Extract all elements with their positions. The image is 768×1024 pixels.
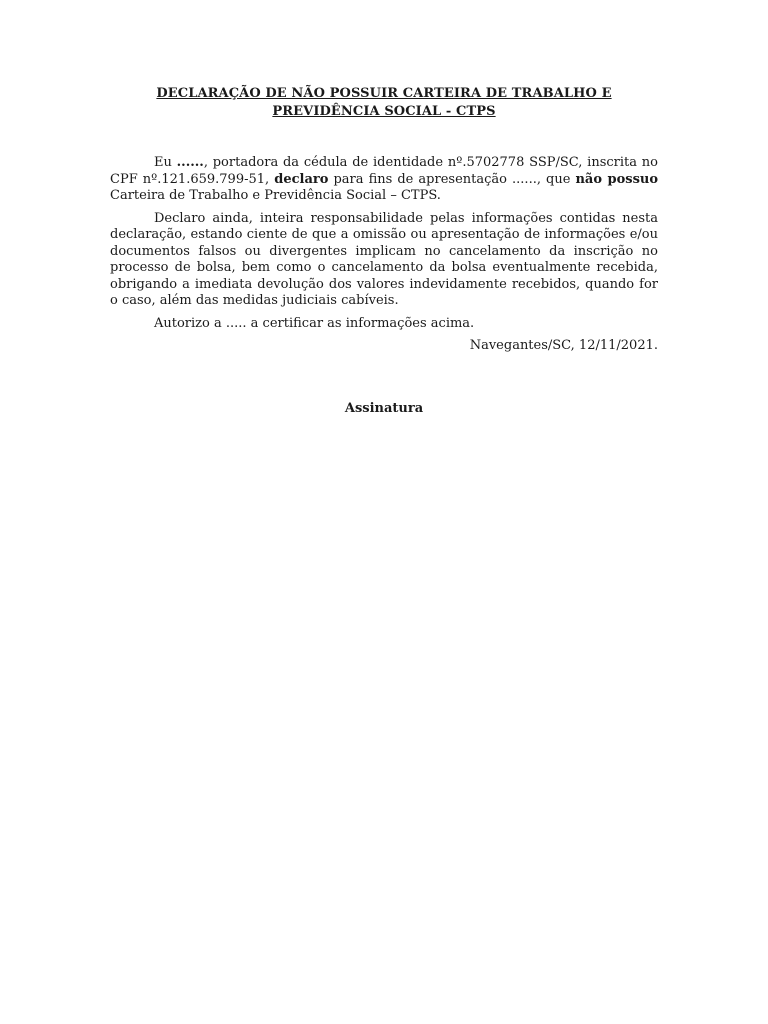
paragraph1-part4: Carteira de Trabalho e Previdência Social – CTPS. — [110, 188, 441, 203]
name-blank: ...... — [176, 155, 204, 170]
document-title — [110, 85, 658, 121]
paragraph1-part2: , portadora da cédula de identidade nº.5702778 SSP/SC, inscrita no CPF nº.121.659.799-51, — [110, 155, 658, 187]
title-line-2: PREVIDÊNCIA SOCIAL - CTPS — [272, 104, 496, 119]
nao-possuo-text: não possuo — [575, 171, 659, 187]
date-line: Navegantes/SC, 12/11/2021. — [469, 338, 658, 353]
title-line-1: DECLARAÇÃO DE NÃO POSSUIR CARTEIRA DE TRABALHO E — [156, 86, 612, 101]
document-body — [110, 155, 658, 355]
paragraph-responsibility: Declaro ainda, inteira responsabilidade pelas informações contidas nesta declaração, estando ciente de que a omissão ou apresentação de informações e/ou documentos falsos ou divergentes implicam no cancelamento da inscrição no processo de bolsa, bem como o cancelamento da bolsa eventualmente recebida, obrigando a imediata devolução dos valores indevidamente recebidos, quando for o caso, além das medidas judiciais cabíveis. — [110, 210, 658, 308]
signature-label: Assinatura — [344, 401, 424, 416]
paragraph-declaration — [110, 155, 658, 205]
paragraph-authorization: Autorizo a ..... a certificar as informações acima. — [154, 315, 475, 331]
paragraph1-part1: Eu — [154, 155, 177, 170]
declaro-text: declaro — [274, 171, 329, 187]
paragraph1-part3: para fins de apresentação ......, que — [328, 171, 576, 187]
